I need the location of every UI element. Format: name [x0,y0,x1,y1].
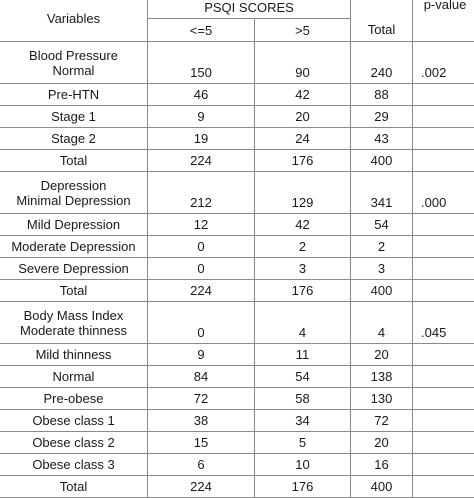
pvalue-cell [413,280,474,302]
variables-header: Variables [0,0,148,42]
variable-cell: Stage 2 [0,128,148,150]
le5-cell: 12 [148,214,255,236]
le5-cell: 15 [148,432,255,454]
table-row [0,128,474,150]
variable-cell: Pre-HTN [0,84,148,106]
le5-cell: 6 [148,454,255,476]
gt5-cell: 176 [255,476,351,498]
table-row [0,432,474,454]
group-label: Body Mass Index [23,307,124,323]
row-label: Normal [52,62,95,78]
total-cell: 4 [351,302,413,344]
table-row [0,302,474,344]
table-row [0,84,474,106]
pvalue-cell [413,128,474,150]
pvalue-cell: .045 [413,302,474,344]
total-cell: 29 [351,106,413,128]
total-cell: 400 [351,476,413,498]
row-label: Moderate thinness [20,322,127,338]
gt5-cell: 10 [255,454,351,476]
le5-cell: 46 [148,84,255,106]
gt5-cell: 5 [255,432,351,454]
table-row [0,214,474,236]
total-cell: 240 [351,42,413,84]
total-row [0,150,474,172]
le5-cell: 224 [148,476,255,498]
le5-cell: 212 [148,172,255,214]
le5-cell: 38 [148,410,255,432]
gt5-cell: 34 [255,410,351,432]
group-label: Blood Pressure [29,47,118,63]
variable-cell: Severe Depression [0,258,148,280]
le5-cell: 19 [148,128,255,150]
table-row [0,410,474,432]
table-row [0,42,474,84]
total-cell: 20 [351,432,413,454]
le5-cell: 224 [148,150,255,172]
pvalue-cell [413,366,474,388]
total-cell: 138 [351,366,413,388]
variable-cell: Obese class 3 [0,454,148,476]
table-row [0,236,474,258]
total-cell: 3 [351,258,413,280]
total-cell: 16 [351,454,413,476]
variable-cell: Obese class 1 [0,410,148,432]
total-row [0,280,474,302]
total-header: Total [351,0,413,42]
variable-cell: Stage 1 [0,106,148,128]
le5-cell: 84 [148,366,255,388]
le5-cell: 0 [148,302,255,344]
gt5-header: >5 [255,19,351,42]
pvalue-cell [413,150,474,172]
gt5-cell: 42 [255,84,351,106]
variable-cell: Mild thinness [0,344,148,366]
total-cell: 400 [351,280,413,302]
pvalue-cell [413,344,474,366]
total-cell: 72 [351,410,413,432]
pvalue-header [413,0,474,42]
table-row [0,344,474,366]
gt5-cell: 176 [255,150,351,172]
gt5-cell: 176 [255,280,351,302]
total-cell: 341 [351,172,413,214]
group-label: Depression [40,177,107,193]
table-row [0,388,474,410]
variable-cell: Total [0,476,148,498]
total-cell: 43 [351,128,413,150]
table-row [0,172,474,214]
psqi-scores-header: PSQI SCORES [148,0,351,19]
variable-cell: Normal [0,366,148,388]
variable-cell: Total [0,150,148,172]
row-label: Minimal Depression [16,192,131,208]
gt5-cell: 3 [255,258,351,280]
header-row [0,0,474,19]
le5-header: <=5 [148,19,255,42]
table-row [0,258,474,280]
total-cell: 20 [351,344,413,366]
table-row [0,454,474,476]
gt5-cell: 90 [255,42,351,84]
gt5-cell: 4 [255,302,351,344]
total-cell: 88 [351,84,413,106]
gt5-cell: 24 [255,128,351,150]
le5-cell: 0 [148,236,255,258]
pvalue-header-text: p-value [423,0,467,12]
variable-cell [0,172,148,214]
pvalue-cell [413,258,474,280]
total-cell: 54 [351,214,413,236]
pvalue-cell [413,106,474,128]
le5-cell: 72 [148,388,255,410]
variable-cell: Moderate Depression [0,236,148,258]
gt5-cell: 54 [255,366,351,388]
total-row [0,476,474,498]
le5-cell: 9 [148,106,255,128]
variable-cell: Total [0,280,148,302]
total-cell: 2 [351,236,413,258]
pvalue-cell [413,236,474,258]
variable-cell [0,302,148,344]
gt5-cell: 42 [255,214,351,236]
pvalue-cell [413,214,474,236]
pvalue-cell [413,476,474,498]
total-cell: 400 [351,150,413,172]
pvalue-cell [413,84,474,106]
le5-cell: 9 [148,344,255,366]
gt5-cell: 58 [255,388,351,410]
pvalue-cell [413,388,474,410]
variable-cell [0,42,148,84]
variable-cell: Pre-obese [0,388,148,410]
variable-cell: Obese class 2 [0,432,148,454]
le5-cell: 0 [148,258,255,280]
variable-cell: Mild Depression [0,214,148,236]
table-row [0,366,474,388]
pvalue-cell [413,454,474,476]
pvalue-cell [413,432,474,454]
gt5-cell: 11 [255,344,351,366]
pvalue-cell: .002 [413,42,474,84]
gt5-cell: 2 [255,236,351,258]
total-cell: 130 [351,388,413,410]
pvalue-cell: .000 [413,172,474,214]
gt5-cell: 129 [255,172,351,214]
table-row [0,106,474,128]
gt5-cell: 20 [255,106,351,128]
le5-cell: 150 [148,42,255,84]
pvalue-cell [413,410,474,432]
le5-cell: 224 [148,280,255,302]
